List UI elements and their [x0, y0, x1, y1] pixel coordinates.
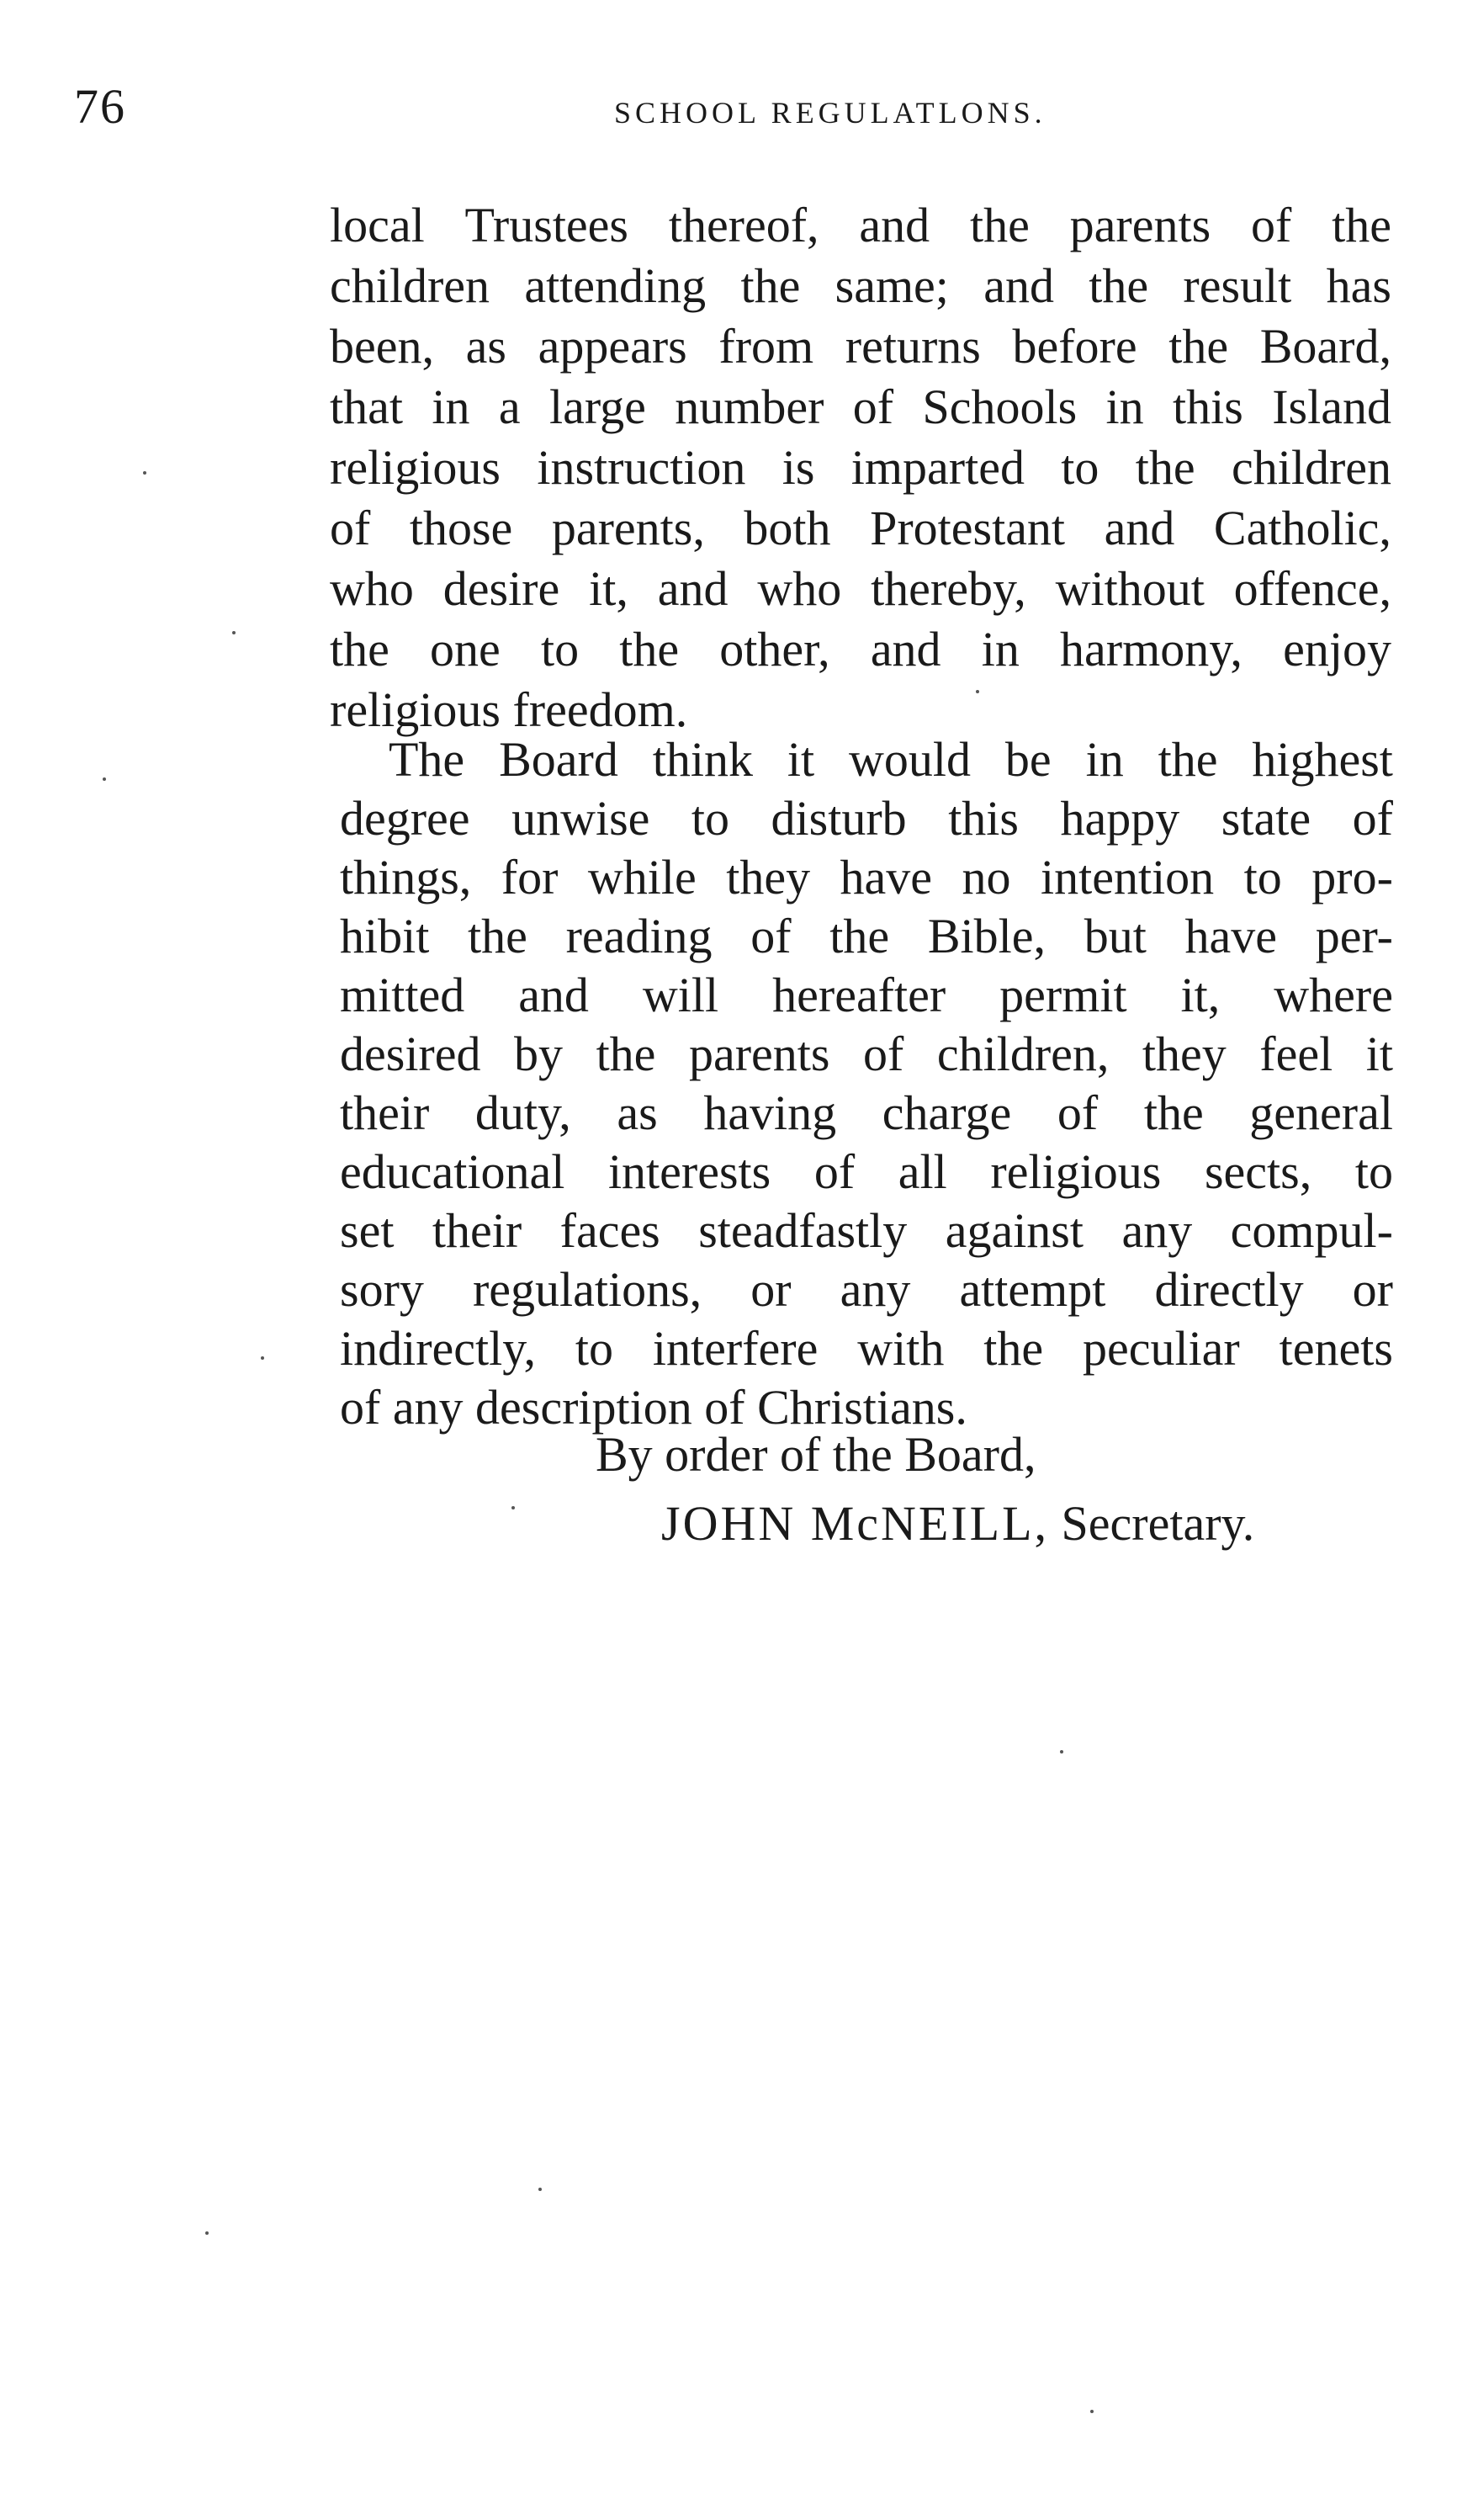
- word: reading: [565, 909, 713, 963]
- word: they: [1142, 1027, 1227, 1081]
- word: result: [1183, 258, 1292, 313]
- word: harmony,: [1060, 622, 1243, 676]
- paper-speck: [261, 1356, 264, 1360]
- word: as: [465, 319, 506, 374]
- text-line: [330, 559, 1391, 619]
- word: Catholic,: [1213, 501, 1391, 555]
- word: and: [983, 258, 1054, 313]
- word: interests: [607, 1144, 771, 1199]
- word: the: [468, 909, 527, 963]
- word: the: [1143, 1085, 1204, 1140]
- word: educational: [340, 1144, 565, 1199]
- word: hereafter: [772, 968, 946, 1022]
- text-line: [340, 1202, 1393, 1260]
- paragraph-1: [330, 195, 1391, 740]
- word: compul-: [1230, 1203, 1393, 1258]
- text-line: [340, 789, 1393, 848]
- word: faces: [559, 1203, 660, 1258]
- text-line: [330, 377, 1391, 438]
- word: no: [962, 850, 1011, 905]
- signer-title: Secretary.: [1061, 1496, 1255, 1551]
- word: interfere: [652, 1321, 819, 1376]
- word: the: [740, 258, 801, 313]
- word: set: [340, 1203, 395, 1258]
- word: of: [852, 379, 894, 434]
- word: one: [430, 622, 501, 676]
- paper-speck: [1090, 2410, 1094, 2413]
- text-line: of any description of Christians.: [340, 1380, 967, 1435]
- word: or: [1352, 1262, 1393, 1317]
- word: or: [750, 1262, 792, 1317]
- word: to: [1354, 1144, 1393, 1199]
- word: parents: [688, 1027, 830, 1081]
- word: of: [862, 1027, 904, 1081]
- word: of: [1057, 1085, 1099, 1140]
- word: local: [330, 198, 425, 252]
- word: thereof,: [668, 198, 819, 252]
- word: indirectly,: [340, 1321, 536, 1376]
- word: in: [432, 379, 470, 434]
- word: imparted: [850, 440, 1025, 495]
- word: Bible,: [927, 909, 1046, 963]
- word: appears: [538, 319, 687, 374]
- word: state: [1221, 791, 1311, 846]
- paper-speck: [143, 471, 146, 475]
- word: regulations,: [472, 1262, 702, 1317]
- word: sory: [340, 1262, 424, 1317]
- word: large: [548, 379, 646, 434]
- word: Schools: [922, 379, 1078, 434]
- word: happy: [1060, 791, 1180, 846]
- signature-line: [661, 1496, 1255, 1551]
- word: Trustees: [464, 198, 628, 252]
- word: things,: [340, 850, 472, 905]
- word: from: [718, 319, 814, 374]
- word: would: [849, 732, 972, 787]
- word: it,: [1180, 968, 1221, 1022]
- word: and: [870, 622, 941, 676]
- word: tenets: [1279, 1321, 1393, 1376]
- word: hibit: [340, 909, 430, 963]
- word: children: [1231, 440, 1391, 495]
- word: instruction: [537, 440, 746, 495]
- word: both: [744, 501, 831, 555]
- word: feel: [1259, 1027, 1333, 1081]
- word: it: [787, 732, 815, 787]
- paper-speck: [538, 2188, 542, 2191]
- word: has: [1326, 258, 1391, 313]
- word: charge: [882, 1085, 1012, 1140]
- word: been,: [330, 319, 434, 374]
- word: returns: [845, 319, 981, 374]
- word: that: [330, 379, 403, 434]
- word: the: [596, 1027, 656, 1081]
- word: their: [432, 1203, 522, 1258]
- word: disturb: [771, 791, 907, 846]
- paper-speck: [511, 1506, 515, 1509]
- word: children: [330, 258, 490, 313]
- text-line: [340, 907, 1393, 966]
- word: unwise: [511, 791, 650, 846]
- word: attempt: [959, 1262, 1106, 1317]
- word: while: [587, 850, 697, 905]
- word: this: [948, 791, 1019, 846]
- word: of: [330, 501, 371, 555]
- word: who: [757, 561, 842, 616]
- text-line: [330, 316, 1391, 377]
- word: general: [1249, 1085, 1393, 1140]
- word: religious: [330, 440, 501, 495]
- word: thereby,: [871, 561, 1026, 616]
- word: parents: [1069, 198, 1211, 252]
- word: the: [330, 622, 389, 676]
- word: all: [898, 1144, 947, 1199]
- word: a: [498, 379, 521, 434]
- word: duty,: [474, 1085, 571, 1140]
- word: without: [1055, 561, 1205, 616]
- word: and: [859, 198, 930, 252]
- word: Board,: [1259, 319, 1391, 374]
- word: the: [1158, 732, 1218, 787]
- word: this: [1173, 379, 1243, 434]
- text-line: [330, 438, 1391, 498]
- word: their: [340, 1085, 430, 1140]
- closing-salutation: By order of the Board,: [596, 1427, 1036, 1482]
- word: the: [619, 622, 680, 676]
- word: having: [703, 1085, 837, 1140]
- word: to: [540, 622, 580, 676]
- word: be: [1004, 732, 1052, 787]
- word: of: [1352, 791, 1393, 846]
- text-line: [340, 1084, 1393, 1143]
- word: and: [657, 561, 729, 616]
- word: steadfastly: [698, 1203, 908, 1258]
- word: before: [1012, 319, 1137, 374]
- word: highest: [1252, 732, 1393, 787]
- word: and: [1104, 501, 1175, 555]
- word: parents,: [551, 501, 705, 555]
- word: religious: [990, 1144, 1162, 1199]
- word: the: [1089, 258, 1149, 313]
- word: number: [675, 379, 824, 434]
- word: the: [1135, 440, 1195, 495]
- paper-speck: [205, 2231, 209, 2235]
- word: is: [782, 440, 815, 495]
- signer-name: JOHN McNEILL,: [661, 1496, 1050, 1551]
- word: to: [691, 791, 730, 846]
- word: desire: [442, 561, 560, 616]
- word: think: [652, 732, 753, 787]
- word: it: [1365, 1027, 1393, 1081]
- word: who: [330, 561, 414, 616]
- word: but: [1084, 909, 1147, 963]
- word: permit: [999, 968, 1127, 1022]
- word: against: [945, 1203, 1084, 1258]
- word: offence,: [1233, 561, 1391, 616]
- word: other,: [719, 622, 830, 676]
- paper-speck: [232, 631, 236, 634]
- word: same;: [835, 258, 949, 313]
- word: the: [983, 1321, 1044, 1376]
- word: The: [389, 732, 465, 787]
- word: Island: [1272, 379, 1391, 434]
- paper-speck: [976, 690, 979, 693]
- word: where: [1274, 968, 1393, 1022]
- text-line: [340, 848, 1393, 907]
- text-line: [340, 966, 1393, 1025]
- word: it,: [589, 561, 628, 616]
- page-number: 76: [74, 79, 126, 134]
- word: pro-: [1311, 850, 1393, 905]
- word: of: [813, 1144, 856, 1199]
- word: those: [409, 501, 513, 555]
- word: by: [514, 1027, 564, 1081]
- word: sects,: [1204, 1144, 1312, 1199]
- word: they: [726, 850, 811, 905]
- text-line: [330, 619, 1391, 680]
- text-line: [340, 1143, 1393, 1202]
- text-line: [330, 498, 1391, 559]
- word: of: [750, 909, 792, 963]
- text-line: [340, 1319, 1393, 1378]
- word: to: [1061, 440, 1099, 495]
- word: mitted: [340, 968, 465, 1022]
- word: with: [857, 1321, 945, 1376]
- word: any: [840, 1262, 911, 1317]
- paragraph-2: [340, 730, 1393, 1437]
- word: have: [1184, 909, 1278, 963]
- word: peculiar: [1082, 1321, 1240, 1376]
- word: as: [617, 1085, 658, 1140]
- text-line: [340, 1260, 1393, 1319]
- text-line: [340, 1025, 1393, 1084]
- word: enjoy: [1283, 622, 1391, 676]
- running-head: SCHOOL REGULATLONS.: [614, 96, 1046, 130]
- word: desired: [340, 1027, 481, 1081]
- word: have: [840, 850, 933, 905]
- word: and: [518, 968, 589, 1022]
- word: in: [1105, 379, 1144, 434]
- word: in: [981, 622, 1020, 676]
- paper-speck: [1060, 1750, 1063, 1753]
- word: per-: [1315, 909, 1393, 963]
- word: children,: [936, 1027, 1110, 1081]
- text-line: [340, 730, 1393, 789]
- word: Board: [499, 732, 618, 787]
- word: Protestant: [870, 501, 1066, 555]
- word: degree: [340, 791, 470, 846]
- word: to: [575, 1321, 614, 1376]
- word: in: [1085, 732, 1124, 787]
- word: any: [1121, 1203, 1193, 1258]
- word: the: [969, 198, 1030, 252]
- word: of: [1250, 198, 1292, 252]
- word: the: [1332, 198, 1391, 252]
- word: the: [829, 909, 890, 963]
- word: the: [1168, 319, 1229, 374]
- text-line: [330, 256, 1391, 316]
- text-line: [330, 195, 1391, 256]
- word: directly: [1154, 1262, 1304, 1317]
- paper-speck: [103, 777, 106, 781]
- word: will: [642, 968, 719, 1022]
- word: for: [501, 850, 559, 905]
- word: attending: [524, 258, 707, 313]
- word: intention: [1040, 850, 1215, 905]
- text-line: religious freedom.: [330, 682, 688, 737]
- word: to: [1243, 850, 1282, 905]
